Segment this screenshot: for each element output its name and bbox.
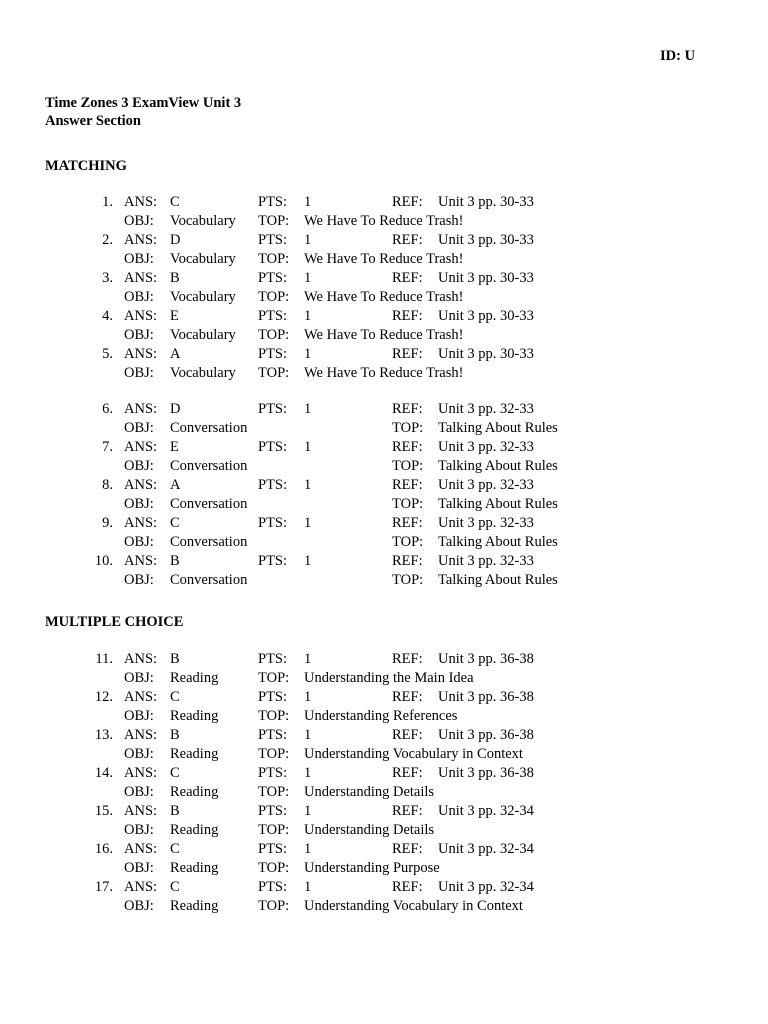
pts-label: PTS: [258,232,288,248]
answer-row [0,726,768,764]
pts-label: PTS: [258,651,288,667]
ref-value: Unit 3 pp. 30-33 [438,308,534,324]
question-number: 13. [94,727,113,743]
question-number: 3. [102,270,113,286]
pts-value: 1 [304,841,312,857]
pts-label: PTS: [258,194,288,210]
pts-label: PTS: [258,346,288,362]
top-label: TOP: [258,289,290,305]
answer-row [0,307,768,345]
obj-value: Reading [170,822,219,838]
ref-value: Unit 3 pp. 36-38 [438,651,534,667]
answer-row [0,193,768,231]
top-label: TOP: [258,822,290,838]
answer-row [0,764,768,802]
obj-value: Conversation [170,420,248,436]
ref-label: REF: [392,727,423,743]
pts-value: 1 [304,803,312,819]
ans-label: ANS: [124,841,158,857]
top-label: TOP: [258,708,290,724]
top-label: TOP: [258,365,290,381]
top-value: Understanding Vocabulary in Context [304,898,523,914]
ans-value: C [170,841,180,857]
id-label: ID: U [660,48,696,64]
ans-label: ANS: [124,439,158,455]
ref-label: REF: [392,439,423,455]
ref-label: REF: [392,765,423,781]
top-value: Talking About Rules [438,458,558,474]
ans-value: E [170,439,179,455]
top-value: We Have To Reduce Trash! [304,251,464,267]
obj-value: Reading [170,746,219,762]
pts-label: PTS: [258,308,288,324]
top-value: We Have To Reduce Trash! [304,213,464,229]
ans-value: C [170,689,180,705]
pts-label: PTS: [258,727,288,743]
ref-label: REF: [392,477,423,493]
top-label: TOP: [392,496,424,512]
ans-value: D [170,401,181,417]
top-label: TOP: [392,458,424,474]
ans-value: B [170,727,180,743]
question-number: 1. [102,194,113,210]
ans-value: D [170,232,181,248]
ans-label: ANS: [124,346,158,362]
top-label: TOP: [258,251,290,267]
pts-label: PTS: [258,439,288,455]
question-number: 10. [94,553,113,569]
ans-value: B [170,803,180,819]
question-number: 7. [102,439,113,455]
pts-label: PTS: [258,270,288,286]
ref-value: Unit 3 pp. 36-38 [438,727,534,743]
ref-label: REF: [392,803,423,819]
obj-label: OBJ: [124,327,154,343]
obj-label: OBJ: [124,365,154,381]
pts-label: PTS: [258,689,288,705]
obj-label: OBJ: [124,746,154,762]
top-value: Understanding the Main Idea [304,670,474,686]
question-number: 5. [102,346,113,362]
ref-value: Unit 3 pp. 30-33 [438,270,534,286]
obj-value: Conversation [170,534,248,550]
top-value: Talking About Rules [438,496,558,512]
pts-label: PTS: [258,841,288,857]
ans-label: ANS: [124,879,158,895]
obj-label: OBJ: [124,670,154,686]
question-number: 9. [102,515,113,531]
ref-value: Unit 3 pp. 30-33 [438,232,534,248]
ref-label: REF: [392,401,423,417]
obj-value: Reading [170,670,219,686]
obj-label: OBJ: [124,496,154,512]
obj-value: Conversation [170,496,248,512]
pts-value: 1 [304,765,312,781]
ref-value: Unit 3 pp. 32-33 [438,553,534,569]
obj-label: OBJ: [124,458,154,474]
ans-label: ANS: [124,727,158,743]
ans-value: C [170,515,180,531]
answer-row [0,688,768,726]
obj-value: Vocabulary [170,365,236,381]
obj-value: Reading [170,860,219,876]
question-number: 8. [102,477,113,493]
ans-value: A [170,346,181,362]
document-subtitle: Answer Section [45,113,141,129]
ref-label: REF: [392,270,423,286]
pts-value: 1 [304,689,312,705]
top-value: Understanding Purpose [304,860,440,876]
obj-value: Vocabulary [170,213,236,229]
ref-value: Unit 3 pp. 32-33 [438,401,534,417]
obj-value: Reading [170,898,219,914]
ref-value: Unit 3 pp. 36-38 [438,765,534,781]
ans-label: ANS: [124,765,158,781]
answer-row [0,476,768,514]
ans-label: ANS: [124,401,158,417]
ref-value: Unit 3 pp. 32-33 [438,439,534,455]
pts-value: 1 [304,346,312,362]
question-number: 12. [94,689,113,705]
question-number: 11. [95,651,113,667]
ans-value: E [170,308,179,324]
ref-value: Unit 3 pp. 32-34 [438,879,534,895]
top-label: TOP: [258,784,290,800]
obj-label: OBJ: [124,898,154,914]
question-number: 6. [102,401,113,417]
ref-value: Unit 3 pp. 30-33 [438,194,534,210]
pts-value: 1 [304,553,312,569]
top-label: TOP: [392,572,424,588]
pts-value: 1 [304,727,312,743]
ref-label: REF: [392,515,423,531]
top-label: TOP: [258,213,290,229]
ans-value: C [170,194,180,210]
obj-value: Conversation [170,458,248,474]
ref-value: Unit 3 pp. 32-34 [438,803,534,819]
ans-label: ANS: [124,232,158,248]
answer-row [0,802,768,840]
top-value: Talking About Rules [438,420,558,436]
question-number: 2. [102,232,113,248]
obj-value: Conversation [170,572,248,588]
ans-value: C [170,765,180,781]
obj-label: OBJ: [124,289,154,305]
ref-label: REF: [392,841,423,857]
pts-value: 1 [304,477,312,493]
answer-row [0,269,768,307]
top-value: We Have To Reduce Trash! [304,289,464,305]
pts-value: 1 [304,879,312,895]
obj-label: OBJ: [124,213,154,229]
section-heading-multiple-choice: MULTIPLE CHOICE [45,614,184,630]
ref-label: REF: [392,308,423,324]
section-heading-matching: MATCHING [45,158,127,174]
obj-label: OBJ: [124,251,154,267]
obj-label: OBJ: [124,708,154,724]
ref-value: Unit 3 pp. 32-33 [438,477,534,493]
ref-label: REF: [392,346,423,362]
ref-value: Unit 3 pp. 36-38 [438,689,534,705]
obj-label: OBJ: [124,860,154,876]
answer-row [0,231,768,269]
top-value: We Have To Reduce Trash! [304,365,464,381]
pts-value: 1 [304,270,312,286]
ref-label: REF: [392,553,423,569]
obj-value: Reading [170,708,219,724]
top-label: TOP: [258,327,290,343]
top-value: Understanding References [304,708,458,724]
pts-value: 1 [304,651,312,667]
obj-value: Vocabulary [170,289,236,305]
answer-row [0,400,768,438]
obj-value: Reading [170,784,219,800]
answer-row [0,345,768,383]
pts-value: 1 [304,439,312,455]
top-label: TOP: [258,670,290,686]
ans-value: C [170,879,180,895]
ref-label: REF: [392,879,423,895]
top-value: Understanding Vocabulary in Context [304,746,523,762]
pts-value: 1 [304,194,312,210]
pts-label: PTS: [258,477,288,493]
ref-value: Unit 3 pp. 32-33 [438,515,534,531]
document-title: Time Zones 3 ExamView Unit 3 [45,95,242,111]
ans-label: ANS: [124,553,158,569]
top-value: Talking About Rules [438,572,558,588]
ans-value: B [170,553,180,569]
ans-value: A [170,477,181,493]
answer-row [0,552,768,590]
top-label: TOP: [392,534,424,550]
ref-label: REF: [392,651,423,667]
obj-label: OBJ: [124,822,154,838]
ans-label: ANS: [124,308,158,324]
ref-label: REF: [392,194,423,210]
ref-value: Unit 3 pp. 30-33 [438,346,534,362]
pts-label: PTS: [258,401,288,417]
answer-row [0,878,768,916]
ans-label: ANS: [124,194,158,210]
ans-label: ANS: [124,515,158,531]
obj-label: OBJ: [124,534,154,550]
ref-value: Unit 3 pp. 32-34 [438,841,534,857]
pts-label: PTS: [258,803,288,819]
pts-value: 1 [304,401,312,417]
top-label: TOP: [258,860,290,876]
top-label: TOP: [258,746,290,762]
obj-label: OBJ: [124,784,154,800]
obj-label: OBJ: [124,420,154,436]
question-number: 17. [94,879,113,895]
ref-label: REF: [392,232,423,248]
answer-row [0,650,768,688]
pts-label: PTS: [258,515,288,531]
pts-label: PTS: [258,553,288,569]
obj-label: OBJ: [124,572,154,588]
pts-value: 1 [304,232,312,248]
question-number: 16. [94,841,113,857]
answer-row [0,840,768,878]
top-value: Understanding Details [304,784,435,800]
top-value: We Have To Reduce Trash! [304,327,464,343]
pts-value: 1 [304,308,312,324]
ans-label: ANS: [124,689,158,705]
question-number: 14. [94,765,113,781]
ans-label: ANS: [124,803,158,819]
ans-value: B [170,651,180,667]
ans-label: ANS: [124,651,158,667]
answer-row [0,438,768,476]
top-label: TOP: [258,898,290,914]
ans-label: ANS: [124,270,158,286]
question-number: 15. [94,803,113,819]
ans-value: B [170,270,180,286]
pts-value: 1 [304,515,312,531]
obj-value: Vocabulary [170,327,236,343]
ref-label: REF: [392,689,423,705]
obj-value: Vocabulary [170,251,236,267]
top-value: Talking About Rules [438,534,558,550]
ans-label: ANS: [124,477,158,493]
question-number: 4. [102,308,113,324]
top-value: Understanding Details [304,822,435,838]
answer-row [0,514,768,552]
top-label: TOP: [392,420,424,436]
pts-label: PTS: [258,879,288,895]
pts-label: PTS: [258,765,288,781]
